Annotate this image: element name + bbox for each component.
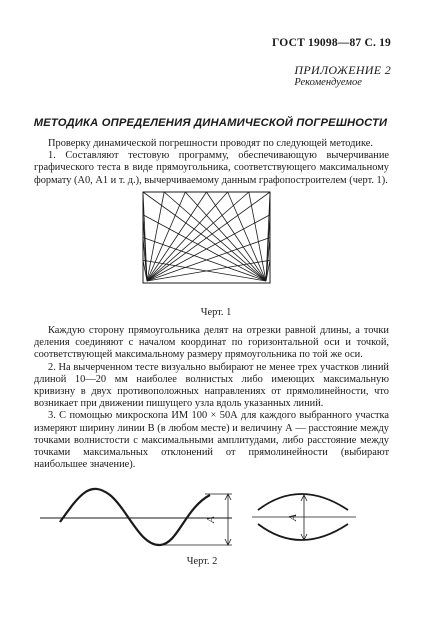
- fan-line: [266, 260, 270, 281]
- figure-2-caption: Черт. 2: [186, 556, 218, 567]
- fan-line: [228, 192, 266, 281]
- fan-line: [143, 260, 147, 281]
- fan-line: [147, 192, 249, 281]
- fan-line: [143, 215, 266, 281]
- upper-arc: [258, 494, 348, 510]
- arrow-down-icon: [301, 534, 307, 540]
- fan-line: [147, 238, 270, 282]
- fan-line: [147, 192, 270, 281]
- method-text-block: [34, 325, 389, 471]
- fan-line: [147, 192, 207, 281]
- fan-line: [147, 215, 270, 281]
- fan-line: [143, 192, 266, 281]
- appendix-title: ПРИЛОЖЕНИЕ 2: [294, 63, 391, 77]
- fan-line: [147, 192, 164, 281]
- fan-line: [143, 215, 147, 281]
- fan-line: [164, 192, 266, 281]
- appendix-subtitle: Рекомендуемое: [294, 77, 362, 88]
- paragraph-division: Каждую сторону прямоугольника делят на отрезки равной длины, а точки деления соединяют с началом координат по горизонтальной оси и точкой, соответствующей максимальному размеру прямоугольника по той же оси.: [34, 325, 389, 361]
- fan-line: [266, 192, 270, 281]
- arrow-down-icon: [225, 539, 231, 545]
- wavy-line: [60, 489, 210, 545]
- fan-line: [266, 238, 270, 282]
- figure-1-caption: Черт. 1: [200, 307, 232, 318]
- paragraph-intro: Проверку динамической погрешности проводят по следующей методике.: [48, 138, 373, 149]
- fan-line: [147, 192, 228, 281]
- fan-line: [147, 192, 185, 281]
- fan-line: [185, 192, 266, 281]
- paragraph-step-2: 2. На вычерченном тесте визуально выбирают не менее трех участков линий длиной 10—20 мм наиболее волнистых либо имеющих максимальную кривизну в двух противоположных направлениях от прямолинейности, что возникает при движении пишущего узла вдоль указанных линий.: [34, 361, 389, 410]
- intro-text-block: [34, 138, 389, 187]
- paragraph-step-1: 1. Составляют тестовую программу, обеспечивающую вычерчивание графического теста в виде прямоугольника, соответствующего максимальному формату (А0, А1 и т. д.), вычерчиваемому данным графопостроителем (черт. 1).: [34, 150, 389, 186]
- fan-line: [143, 238, 266, 282]
- fan-line: [249, 192, 266, 281]
- appendix-block: [294, 63, 391, 88]
- fan-line: [143, 238, 147, 282]
- arrow-up-icon: [225, 494, 231, 500]
- test-rectangle: [143, 192, 270, 283]
- label-a-left: A: [205, 516, 217, 523]
- section-title: МЕТОДИКА ОПРЕДЕЛЕНИЯ ДИНАМИЧЕСКОЙ ПОГРЕШНОСТИ: [33, 117, 388, 129]
- paragraph-step-3: 3. С помощью микроскопа ИМ 100 × 50А для каждого выбранного участка измеряют ширину линии В (в любом месте) и величину А — расстояние между точками волнистости с максимальными амплитудами, либо расстояние между точками максимальных отклонений от прямолинейности (выбирают наибольшее значение).: [34, 410, 389, 471]
- label-a-right: A: [287, 514, 299, 521]
- fan-line: [266, 215, 270, 281]
- fan-line: [143, 192, 147, 281]
- lower-arc: [258, 524, 348, 540]
- fan-line: [147, 260, 270, 281]
- fan-line: [143, 260, 266, 281]
- arrow-up-icon: [301, 495, 307, 501]
- fan-lines: [143, 192, 270, 281]
- page-header-reference: ГОСТ 19098—87 С. 19: [272, 37, 391, 49]
- fan-line: [207, 192, 267, 281]
